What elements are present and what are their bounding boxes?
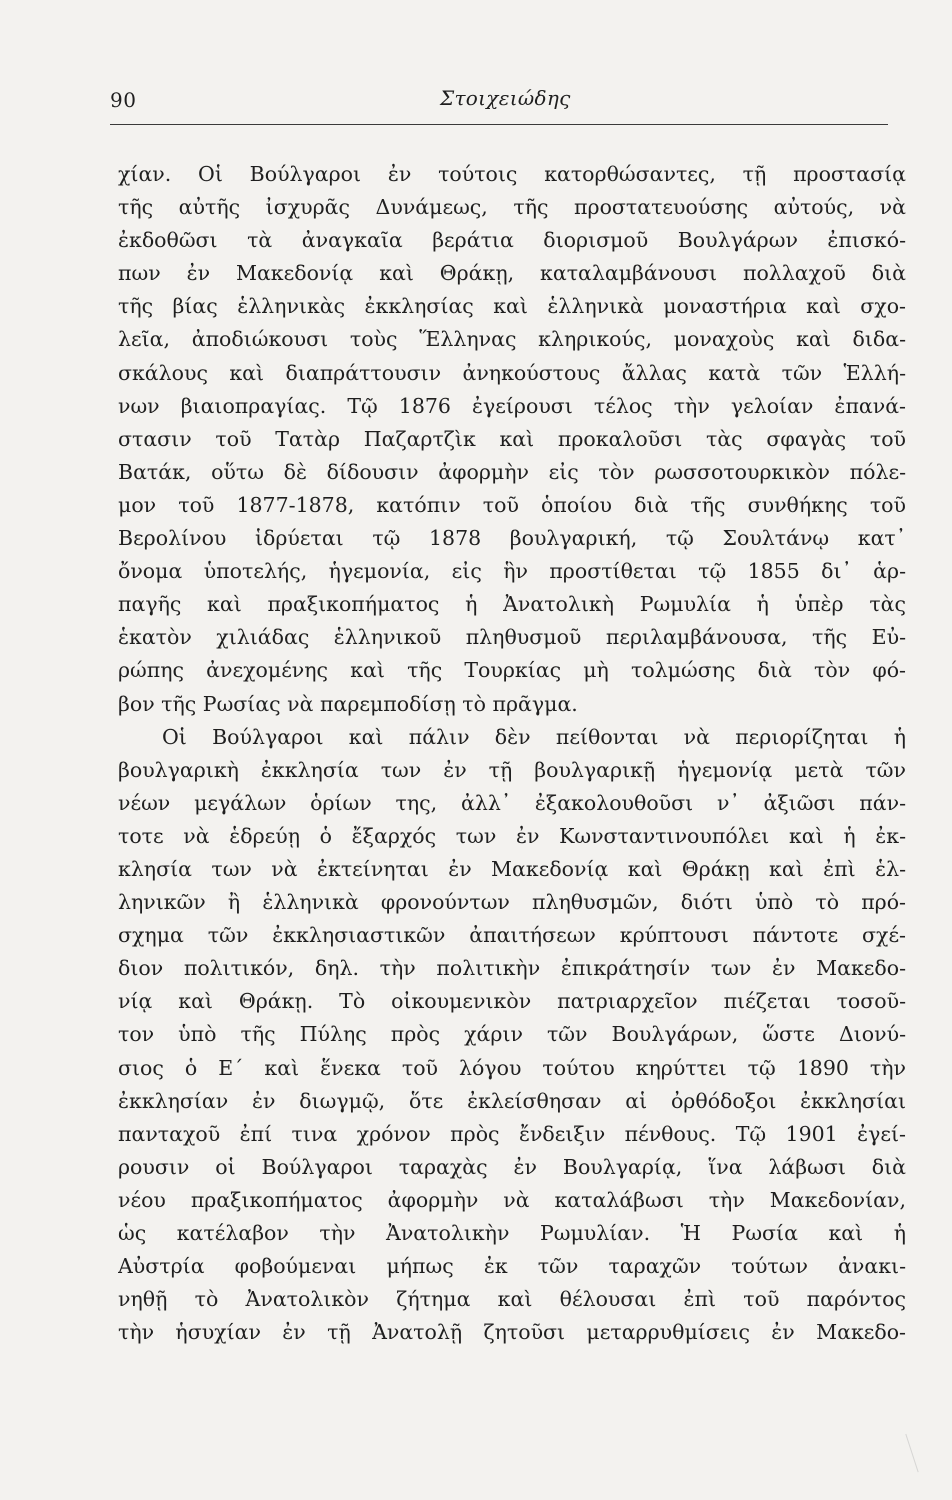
text-line: σκάλους καὶ διαπράττουσιν ἀνηκούστους ἄλλας κατὰ τῶν Ἑλλή- xyxy=(118,360,906,385)
text-line: νίᾳ καὶ Θράκῃ. Τὸ οἰκουμενικὸν πατριαρχεῖον πιέζεται τοσοῦ- xyxy=(118,989,906,1014)
text-line: ὡς κατέλαβον τὴν Ἀνατολικὴν Ρωμυλίαν. Ἡ Ρωσία καὶ ἡ xyxy=(118,1221,906,1245)
running-title: Στοιχειώδης xyxy=(440,86,571,110)
text-line: τὴν ἡσυχίαν ἐν τῇ Ἀνατολῇ ζητοῦσι μεταρρυθμίσεις ἐν Μακεδο- xyxy=(118,1320,906,1345)
text-line: τῆς βίας ἑλληνικὰς ἐκκλησίας καὶ ἑλληνικὰ μοναστήρια καὶ σχο- xyxy=(118,294,906,319)
text-line: νων βιαιοπραγίας. Τῷ 1876 ἐγείρουσι τέλος τὴν γελοίαν ἐπανά- xyxy=(118,393,906,418)
text-line: Αὐστρία φοβούμεναι μήπως ἐκ τῶν ταραχῶν τούτων ἀνακι- xyxy=(118,1254,906,1279)
text-line: διον πολιτικόν, δηλ. τὴν πολιτικὴν ἐπικράτησίν των ἐν Μακεδο- xyxy=(118,956,906,981)
text-line: πανταχοῦ ἐπί τινα χρόνον πρὸς ἔνδειξιν πένθους. Τῷ 1901 ἐγεί- xyxy=(118,1121,906,1146)
text-line: βον τῆς Ρωσίας νὰ παρεμποδίσῃ τὸ πρᾶγμα. xyxy=(118,691,578,716)
text-line: Βατάκ, οὕτω δὲ δίδουσιν ἀφορμὴν εἰς τὸν ρωσσοτουρκικὸν πόλε- xyxy=(118,459,906,484)
text-line: Οἱ Βούλγαροι καὶ πάλιν δὲν πείθονται νὰ περιορίζηται ἡ xyxy=(162,724,906,749)
text-line: σιος ὁ Ε΄ καὶ ἕνεκα τοῦ λόγου τούτου κηρύττει τῷ 1890 τὴν xyxy=(118,1055,906,1080)
page-header xyxy=(110,86,890,116)
margin-pencil-mark xyxy=(905,1428,937,1473)
text-line: ἐκδοθῶσι τὰ ἀναγκαῖα βεράτια διορισμοῦ Βουλγάρων ἐπισκό- xyxy=(118,228,906,253)
text-line: μον τοῦ 1877-1878, κατόπιν τοῦ ὁποίου διὰ τῆς συνθήκης τοῦ xyxy=(118,492,906,517)
text-line: ρώπης ἀνεχομένης καὶ τῆς Τουρκίας μὴ τολμώσης διὰ τὸν φό- xyxy=(118,658,906,683)
text-line: ρουσιν οἱ Βούλγαροι ταραχὰς ἐν Βουλγαρίᾳ, ἵνα λάβωσι διὰ xyxy=(118,1154,906,1179)
text-line: ὄνομα ὑποτελής, ἡγεμονία, εἰς ἣν προστίθεται τῷ 1855 δι᾿ ἁρ- xyxy=(118,559,906,584)
text-line: κλησία των νὰ ἐκτείνηται ἐν Μακεδονίᾳ καὶ Θράκῃ καὶ ἐπὶ ἑλ- xyxy=(118,856,906,881)
text-line: χίαν. Οἱ Βούλγαροι ἐν τούτοις κατορθώσαντες, τῇ προστασίᾳ xyxy=(118,162,906,186)
text-line: βουλγαρικὴ ἐκκλησία των ἐν τῇ βουλγαρικῇ ἡγεμονίᾳ μετὰ τῶν xyxy=(118,757,906,782)
text-line: νέων μεγάλων ὁρίων της, ἀλλ᾿ ἐξακολουθοῦσι ν᾿ ἀξιῶσι πάν- xyxy=(118,790,906,815)
text-line: τοτε νὰ ἑδρεύῃ ὁ ἔξαρχός των ἐν Κωνσταντινουπόλει καὶ ἡ ἐκ- xyxy=(118,823,906,848)
text-line: πων ἐν Μακεδονίᾳ καὶ Θράκῃ, καταλαμβάνουσι πολλαχοῦ διὰ xyxy=(118,261,906,286)
text-line: παγῆς καὶ πραξικοπήματος ἡ Ἀνατολικὴ Ρωμυλία ἡ ὑπὲρ τὰς xyxy=(118,592,906,617)
body-text xyxy=(118,158,906,1349)
text-line: Βερολίνου ἱδρύεται τῷ 1878 βουλγαρική, τῷ Σουλτάνῳ κατ᾿ xyxy=(118,526,906,551)
text-line: τῆς αὐτῆς ἰσχυρᾶς Δυνάμεως, τῆς προστατευούσης αὐτούς, νὰ xyxy=(118,195,906,220)
text-line: λεῖα, ἀποδιώκουσι τοὺς Ἕλληνας κληρικούς, μοναχοὺς καὶ διδα- xyxy=(118,327,906,352)
text-line: σχημα τῶν ἐκκλησιαστικῶν ἀπαιτήσεων κρύπτουσι πάντοτε σχέ- xyxy=(118,923,906,948)
text-line: τον ὑπὸ τῆς Πύλης πρὸς χάριν τῶν Βουλγάρων, ὥστε Διονύ- xyxy=(118,1022,906,1047)
text-line: νέου πραξικοπήματος ἀφορμὴν νὰ καταλάβωσι τὴν Μακεδονίαν, xyxy=(118,1187,906,1212)
text-line: νηθῇ τὸ Ἀνατολικὸν ζήτημα καὶ θέλουσαι ἐπὶ τοῦ παρόντος xyxy=(118,1287,906,1312)
text-line: στασιν τοῦ Τατὰρ Παζαρτζὶκ καὶ προκαλοῦσι τὰς σφαγὰς τοῦ xyxy=(118,426,906,451)
text-line: ληνικῶν ἢ ἑλληνικὰ φρονούντων πληθυσμῶν, διότι ὑπὸ τὸ πρό- xyxy=(118,890,906,915)
header-rule xyxy=(110,124,888,125)
text-line: ἑκατὸν χιλιάδας ἑλληνικοῦ πληθυσμοῦ περιλαμβάνουσα, τῆς Εὐ- xyxy=(118,625,906,650)
page-number: 90 xyxy=(110,88,137,112)
text-line: ἐκκλησίαν ἐν διωγμῷ, ὅτε ἐκλείσθησαν αἱ ὀρθόδοξοι ἐκκλησίαι xyxy=(118,1088,906,1113)
